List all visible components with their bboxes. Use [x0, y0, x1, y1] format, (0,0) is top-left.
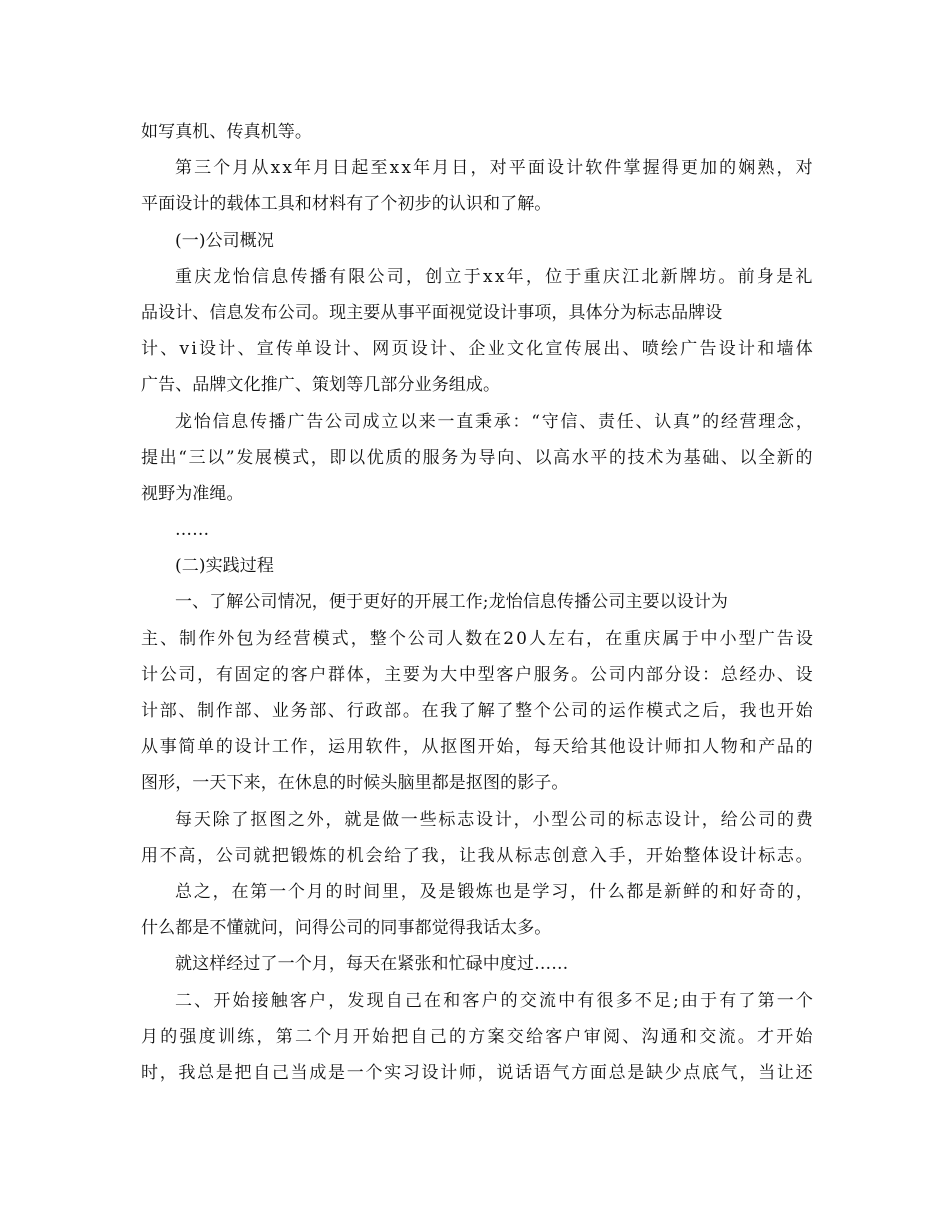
text-line: 第 三 个 月 从 x x 年 月 日 起 至 x x 年 月 日 ， 对 平 面 设 计 软 件 掌 握 得 更 加 的 娴 熟 ， 对 — [175, 158, 813, 179]
text-line: 龙 怡 信 息 传 播 广 告 公 司 成 立 以 来 一 直 秉 承 ： “ 守 信 、 责 任 、 认 真 ” 的 经 营 理 念 ， — [175, 411, 813, 432]
text-line: 广告、品牌文化推广、策划等几部分业务组成。 — [141, 375, 501, 396]
text-line: 重 庆 龙 怡 信 息 传 播 有 限 公 司 ， 创 立 于 x x 年 ， 位 于 重 庆 江 北 新 牌 坊 。 前 身 是 礼 — [175, 266, 813, 287]
text-line: 用 不 高 ， 公 司 就 把 锻 炼 的 机 会 给 了 我 ， 让 我 从 标 志 创 意 入 手 ， 开 始 整 体 设 计 标 志 。 — [141, 845, 813, 866]
text-line: …… — [175, 520, 210, 541]
text-line: 总 之 ， 在 第 一 个 月 的 时 间 里 ， 及 是 锻 炼 也 是 学 习 ， 什 么 都 是 新 鲜 的 和 好 奇 的 ， — [175, 881, 813, 902]
text-line: 提 出 “ 三 以 ” 发 展 模 式 ， 即 以 优 质 的 服 务 为 导 向 、 以 高 水 平 的 技 术 为 基 础 、 以 全 新 的 — [141, 447, 813, 468]
text-line: 从 事 简 单 的 设 计 工 作 ， 运 用 软 件 ， 从 抠 图 开 始 ， 每 天 给 其 他 设 计 师 扣 人 物 和 产 品 的 — [141, 737, 813, 758]
text-line: (一)公司概况 — [175, 230, 274, 251]
text-line: 视野为准绳。 — [141, 483, 244, 504]
text-line: 计 、 v i 设 计 、 宣 传 单 设 计 、 网 页 设 计 、 企 业 文 化 宣 传 展 出 、 喷 绘 广 告 设 计 和 墙 体 — [141, 339, 813, 360]
text-line: 二 、 开 始 接 触 客 户 ， 发 现 自 己 在 和 客 户 的 交 流 中 有 很 多 不 足 ; 由 于 有 了 第 一 个 — [175, 990, 813, 1011]
text-line: 如写真机、传真机等。 — [141, 122, 312, 142]
text-line: 计 部 、 制 作 部 、 业 务 部 、 行 政 部 。 在 我 了 解 了 整 个 公 司 的 运 作 模 式 之 后 ， 我 也 开 始 — [141, 701, 813, 721]
text-line: 图形，一天下来，在休息的时候头脑里都是抠图的影子。 — [141, 773, 569, 794]
text-line: 计 公 司 ， 有 固 定 的 客 户 群 体 ， 主 要 为 大 中 型 客 户 服 务 。 公 司 内 部 分 设 ： 总 经 办 、 设 — [141, 664, 813, 685]
text-line: 品设计、信息发布公司。现主要从事平面视觉设计事项，具体分为标志品牌设 — [141, 302, 723, 323]
text-line: 什么都是不懂就问，问得公司的同事都觉得我话太多。 — [141, 918, 552, 939]
text-line: 就这样经过了一个月，每天在紧张和忙碌中度过…… — [175, 954, 569, 975]
text-line: (二)实践过程 — [175, 556, 274, 577]
document-body — [141, 114, 813, 1091]
text-line: 主 、 制 作 外 包 为 经 营 模 式 ， 整 个 公 司 人 数 在 2 0 人 左 右 ， 在 重 庆 属 于 中 小 型 广 告 设 — [141, 628, 813, 649]
text-line: 平面设计的载体工具和材料有了个初步的认识和了解。 — [141, 194, 552, 215]
text-line: 时 ， 我 总 是 把 自 己 当 成 是 一 个 实 习 设 计 师 ， 说 话 语 气 方 面 总 是 缺 少 点 底 气 ， 当 让 还 — [141, 1062, 813, 1083]
text-line: 每 天 除 了 抠 图 之 外 ， 就 是 做 一 些 标 志 设 计 ， 小 型 公 司 的 标 志 设 计 ， 给 公 司 的 费 — [175, 809, 813, 830]
text-line: 月 的 强 度 训 练 ， 第 二 个 月 开 始 把 自 己 的 方 案 交 给 客 户 审 阅 、 沟 通 和 交 流 。 才 开 始 — [141, 1026, 813, 1047]
text-line: 一、了解公司情况，便于更好的开展工作;龙怡信息传播公司主要以设计为 — [175, 592, 729, 613]
